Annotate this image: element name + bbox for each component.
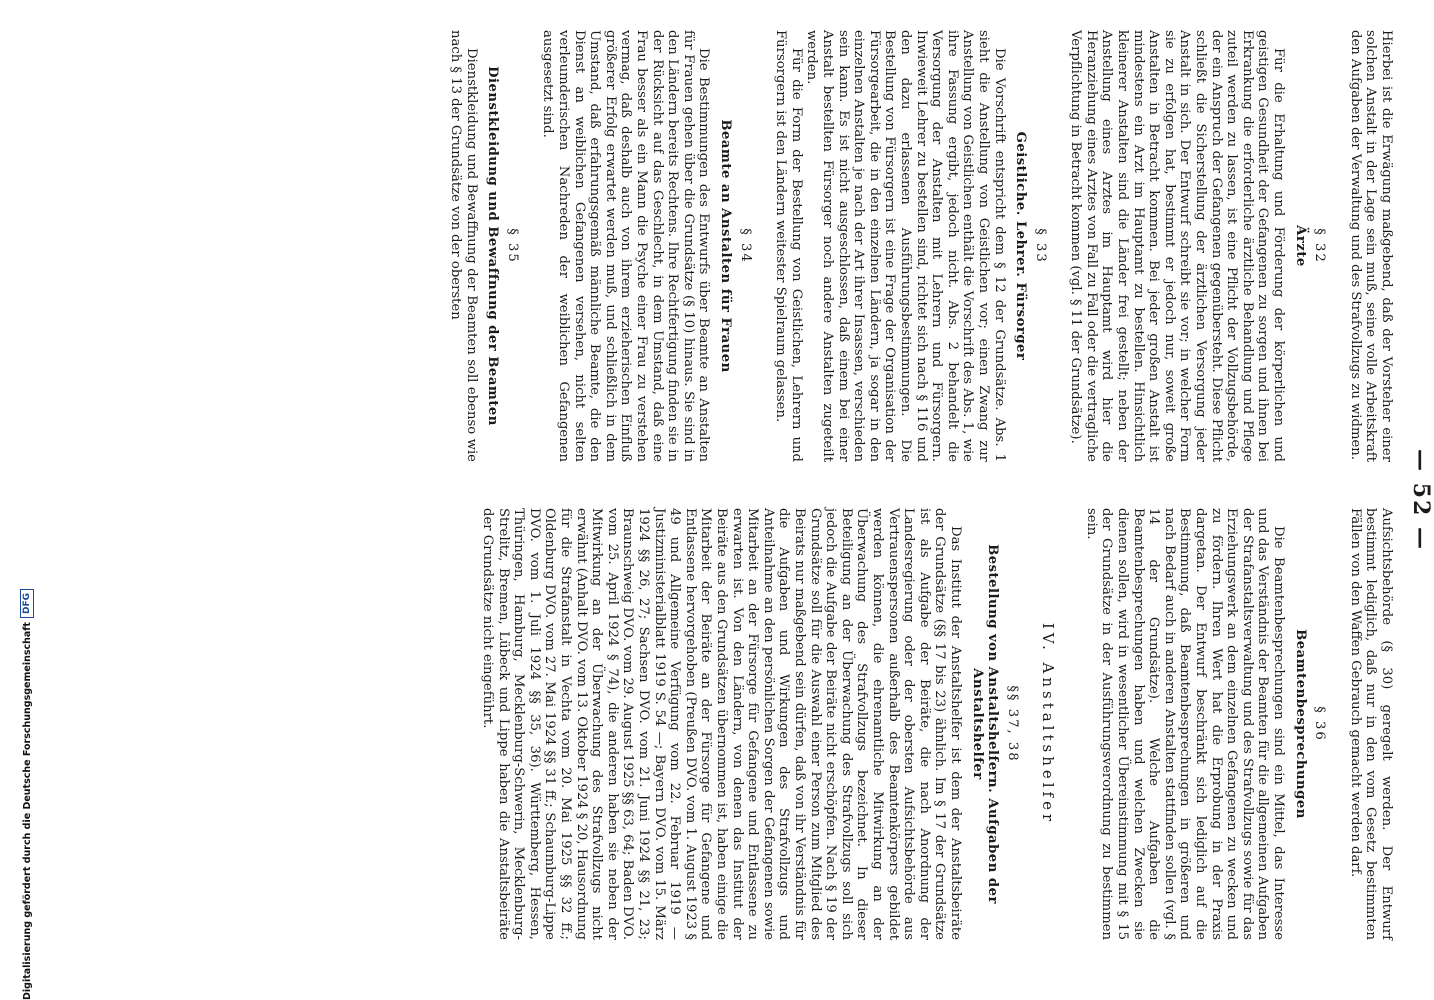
section-32-number: § 32 [1312, 228, 1328, 264]
section-35-paragraph: Dienstkleidung und Bewaffnung der Beamten soll ebenso wie nach § 13 der Grundsätze von der obersten [448, 30, 479, 462]
section-33-number: § 33 [1032, 228, 1048, 264]
section-36-paragraph: Die Beamtenbesprechungen sind ein Mittel, das Interesse und das Verständnis der Beamten für die allgemeinen Aufgaben der Strafanstaltsverwaltung und des Strafvollzugs sowie für das Erziehungswerk an dem einzelnen Gefangenen zu wecken und zu fördern. Ihren Wert hat die Erprobung in der Praxis dargetan. Der Entwurf beschränkt sich lediglich auf die Bestimmung, daß Beamtenbesprechungen in größeren und nach Bedarf auch in anderen Anstalten stattfinden sollen (vgl. § 14 der Grundsätze). Welche Aufgaben die Beamtenbesprechungen haben und welchen Zwecken sie dienen sollen, wird in wesentlicher Übereinstimmung mit § 15 der Grundsätze in der Ausführungsverordnung zu bestimmen sein. [1083, 508, 1287, 940]
left-column [448, 30, 1394, 462]
section-36-title: Beamtenbesprechungen [1292, 629, 1308, 819]
section-35-title: Dienstkleidung und Bewaffnung der Beamten [485, 66, 501, 426]
digitization-credit [18, 0, 36, 1000]
section-34-title: Beamte an Anstalten für Frauen [718, 119, 734, 373]
section-32-paragraph: Für die Erhaltung und Förderung der körperlichen und geistigen Gesundheit der Gefangenen zu sorgen und ihnen bei Erkrankung die erforderliche ärztliche Behandlung und Pflege zuteil werden zu lassen, ist eine Pflicht der Vollzugsbehörde, der ein Anspruch der Gefangenen gegenübersteht. Diese Pflicht schließt die Sicherstellung der ärztlichen Versorgung jeder Anstalt in sich. Der Entwurf schreibt sie vor; in welcher Form sie zu erfolgen hat, bestimmt er jedoch nur, soweit große Anstalten in Betracht kommen. Bei jeder großen Anstalt ist mindestens ein Arzt im Hauptamt zu bestellen. Hinsichtlich kleinerer Anstalten sind die Länder frei gestellt; neben der Anstellung eines Arztes im Hauptamt wird hier die Heranziehung eines Arztes von Fall zu Fall oder die vertragliche Verpflichtung in Betracht kommen (vgl. § 11 der Grundsätze). [1068, 30, 1287, 462]
rotated-document-page [134, 0, 1434, 1000]
part-heading: IV. Anstaltshelfer [1039, 622, 1058, 826]
section-36-number: § 36 [1312, 706, 1328, 742]
dfg-logo: DFG [20, 589, 34, 618]
right-intro-paragraph: Aufsichtsbehörde (§ 30) geregelt werden. Der Entwurf bestimmt lediglich, daß nur in den vom Gesetz bestimmten Fällen von den Waffen Gebrauch gemacht werden darf. [1347, 508, 1394, 940]
section-34-paragraph: Die Bestimmungen des Entwurfs über Beamte an Anstalten für Frauen gehen über die Grundsätze (§ 10) hinaus. Sie sind in den Ländern bereits Rechtens. Ihre Rechtfertigung finden sie in der Rücksicht auf das Geschlecht, in dem Umstand, daß eine Frau besser als ein Mann die Psyche einer Frau zu verstehen vermag, daß deshalb auch von ihrem erzieherischen Einfluß größerer Erfolg erwartet werden muß, und schließlich in dem Umstand, daß erfahrungsgemäß männliche Beamte, die den Dienst an weiblichen Gefangenen versehen, nicht selten verleumderischen Nachreden der weiblichen Gefangenen ausgesetzt sind. [540, 30, 712, 462]
page-number: — 52 — [1408, 449, 1434, 551]
section-34-number: § 34 [737, 228, 753, 264]
left-intro-paragraph: Hierbei ist die Erwägung maßgebend, daß der Vorsteher einer solchen Anstalt in der Lage sein muß, seine volle Arbeitskraft den Aufgaben der Verwaltung und des Strafvollzugs zu widmen. [1347, 30, 1394, 462]
section-32-title: Ärzte [1292, 225, 1308, 267]
section-33-paragraph: Für die Form der Bestellung von Geistlichen, Lehrern und Fürsorgern ist den Ländern weitester Spielraum gelassen. [773, 30, 804, 462]
section-33-title: Geistliche. Lehrer. Fürsorger [1013, 131, 1029, 361]
section-33-paragraph: Die Vorschrift entspricht dem § 12 der Grundsätze. Abs. 1 sieht die Anstellung von Geistlichen vor; einen Zwang zur Anstellung von Geistlichen enthält die Vorschrift des Abs. 1, wie ihre Fassung ergibt, jedoch nicht. Abs. 2 behandelt die Versorgung der Anstalten mit Lehrern und Fürsorgern. Inwieweit Lehrer zu bestellen sind, richtet sich nach § 116 und den dazu erlassenen Ausführungsbestimmungen. Die Bestellung von Fürsorgern ist eine Frage der Organisation der Fürsorgearbeit, die in den einzelnen Ländern, ja sogar in den einzelnen Anstalten je nach der Art ihrer Insassen, verschieden sein kann. Es ist nicht ausgeschlossen, daß einem bei einer Anstalt bestellten Fürsorger noch andere Anstalten zugeteilt werden. [804, 30, 1007, 462]
section-35-number: § 35 [504, 228, 520, 264]
section-37-number: §§ 37, 38 [1004, 685, 1020, 763]
digitization-credit-text: Digitalisierung gefördert durch die Deutsche Forschungsgemeinschaft [21, 622, 33, 1000]
right-column [480, 508, 1394, 940]
section-37-paragraph: Das Institut der Anstaltshelfer ist dem der Anstaltsbeiräte der Grundsätze (§§ 17 bis 23) ähnlich. Im § 17 der Grundsätze ist als Aufgabe der Beiräte, die nach Anordnung der Landesregierung oder der obersten Aufsichtsbehörde aus Vertrauenspersonen außerhalb des Beamtenkörpers gebildet werden können, die ehrenamtliche Mitwirkung an der Überwachung des Strafvollzugs bezeichnet. In dieser Beteiligung an der Überwachung des Strafvollzugs soll sich jedoch die Aufgabe der Beiräte nicht erschöpfen. Nach § 19 der Grundsätze soll für die Auswahl einer Person zum Mitglied des Beirats nur maßgebend sein dürfen, daß von ihr Verständnis für die Aufgaben und Wirkungen des Strafvollzugs und Anteilnahme an den persönlichen Sorgen der Gefangenen sowie Mitarbeit an der Fürsorge für Gefangene und Entlassene zu erwarten ist. Von den Ländern, von denen das Institut der Beiräte aus den Grundsätzen übernommen ist, haben einige die Mitarbeit der Beiräte an der Fürsorge für Gefangene und Entlassene hervorgehoben (Preußen DVO. vom 1. August 1923 § 49 und Allgemeine Verfügung vom 22. Februar 1919 — Justizministerialblatt 1919 S. 54 —; Bayern DVO. vom 15. März 1924 §§ 26, 27; Sachsen DVO. vom 21. Juni 1924 §§ 21, 23; Braunschweig DVO. vom 29. August 1925 §§ 63, 64; Baden DVO. vom 25. April 1924 § 74), die anderen haben sie neben der Mitwirkung an der Überwachung des Strafvollzugs nicht erwähnt (Anhalt DVO. vom 13. Oktober 1924 § 20, Hausordnung für die Strafanstalt in Vechta vom 20. Mai 1925 §§ 32 ff.; Oldenburg DVO. vom 27. Mai 1924 §§ 31 ff.; Schaumburg-Lippe DVO. vom 1. Juli 1924 §§ 35, 36). Württemberg, Hessen, Thüringen, Hamburg, Mecklenburg-Schwerin, Mecklenburg-Strelitz, Bremen, Lübeck und Lippe haben die Anstaltsbeiräte der Grundsätze nicht eingeführt. [480, 508, 963, 941]
section-37-title: Bestellung von Anstaltshelfern. Aufgaben der Anstaltshelfer [969, 544, 1001, 904]
